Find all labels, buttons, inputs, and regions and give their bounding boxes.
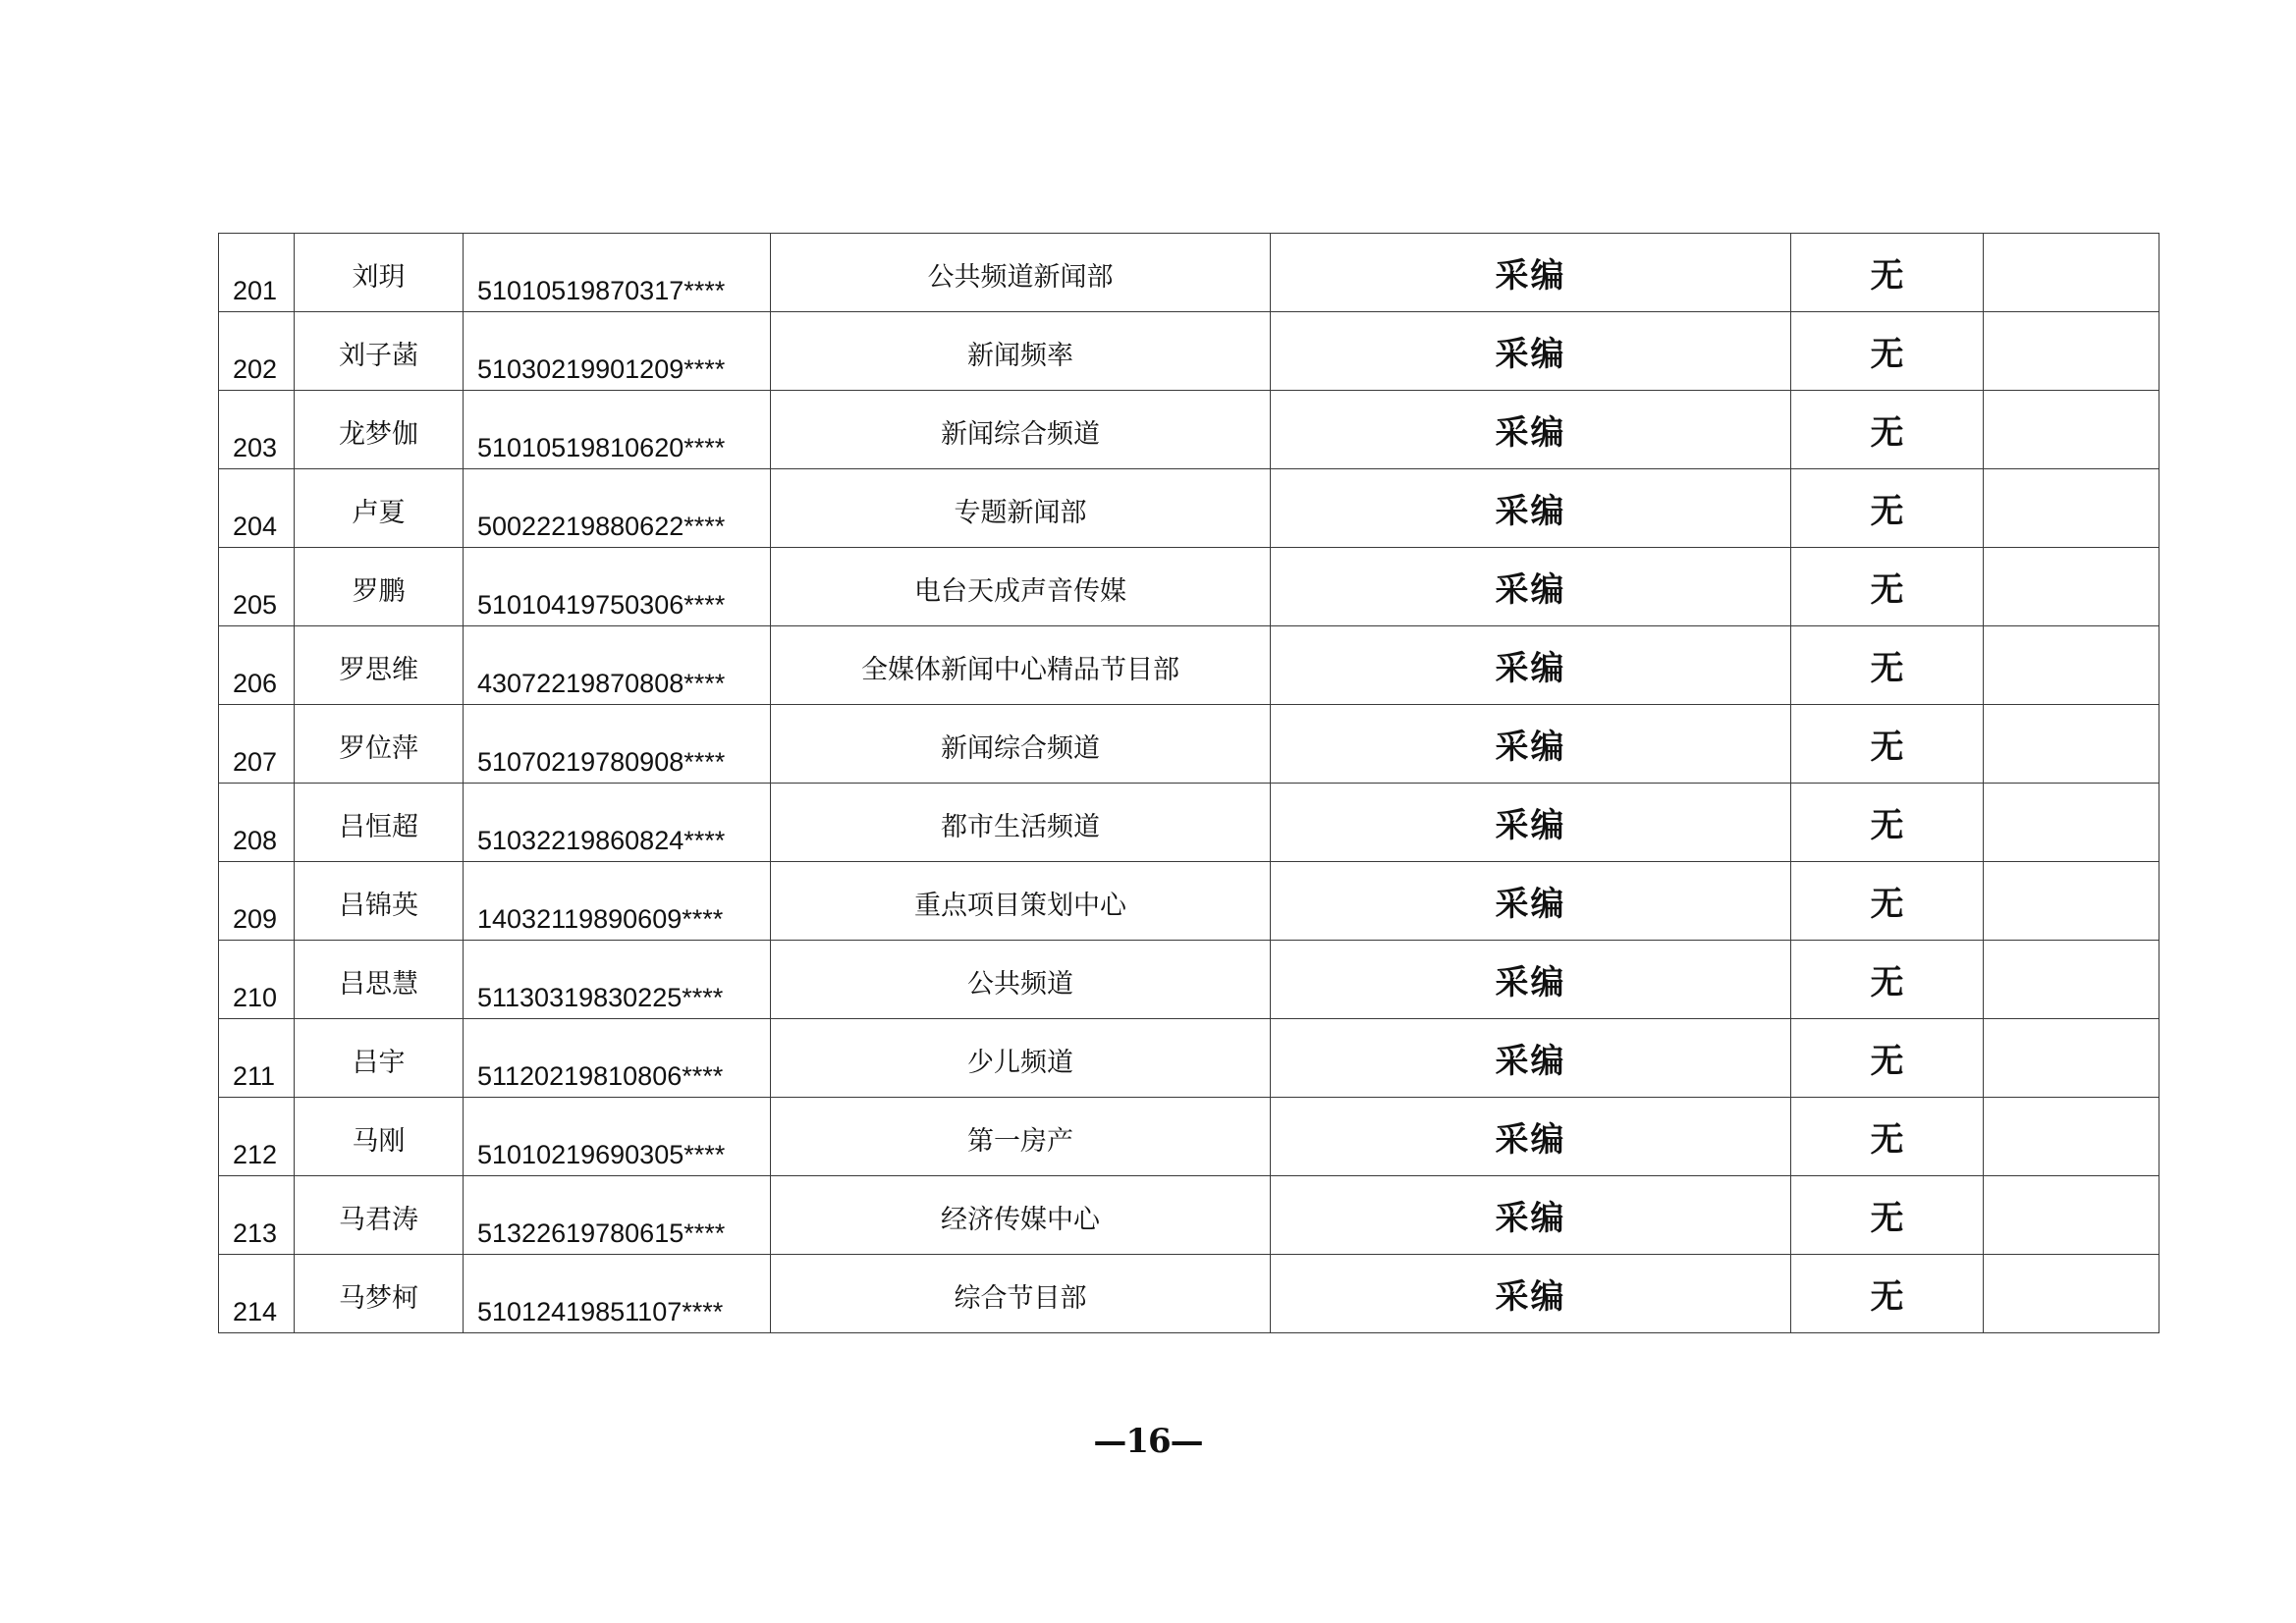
- id-number-cell: 51010419750306****: [464, 548, 771, 626]
- table-row: [219, 784, 2159, 862]
- id-number-cell: 51130319830225****: [464, 941, 771, 1019]
- page-number: —16—: [1093, 1422, 1203, 1461]
- note-cell: [1984, 234, 2159, 312]
- table-row: [219, 941, 2159, 1019]
- department-cell: 新闻频率: [771, 312, 1271, 391]
- note-cell: [1984, 312, 2159, 391]
- id-number-cell: 51010219690305****: [464, 1098, 771, 1176]
- position-type-cell: 采编: [1271, 1019, 1791, 1098]
- table-row: [219, 234, 2159, 312]
- row-number-cell: 201: [219, 234, 295, 312]
- department-cell: 都市生活频道: [771, 784, 1271, 862]
- person-name-cell: 马君涛: [295, 1176, 464, 1255]
- person-name-cell: 罗思维: [295, 626, 464, 705]
- row-number-cell: 207: [219, 705, 295, 784]
- note-cell: [1984, 1019, 2159, 1098]
- note-cell: [1984, 705, 2159, 784]
- person-name-cell: 刘玥: [295, 234, 464, 312]
- note-cell: [1984, 784, 2159, 862]
- id-number-cell: 51322619780615****: [464, 1176, 771, 1255]
- id-number-cell: 51012419851107****: [464, 1255, 771, 1333]
- person-name-cell: 罗鹏: [295, 548, 464, 626]
- position-type-cell: 采编: [1271, 862, 1791, 941]
- position-type-cell: 采编: [1271, 705, 1791, 784]
- person-name-cell: 吕宇: [295, 1019, 464, 1098]
- row-number-cell: 214: [219, 1255, 295, 1333]
- status-value-cell: 无: [1791, 1176, 1984, 1255]
- row-number-cell: 212: [219, 1098, 295, 1176]
- table-row: [219, 862, 2159, 941]
- person-name-cell: 罗位萍: [295, 705, 464, 784]
- id-number-cell: 51120219810806****: [464, 1019, 771, 1098]
- position-type-cell: 采编: [1271, 941, 1791, 1019]
- table-row: [219, 312, 2159, 391]
- department-cell: 公共频道新闻部: [771, 234, 1271, 312]
- row-number-cell: 210: [219, 941, 295, 1019]
- note-cell: [1984, 626, 2159, 705]
- id-number-cell: 51030219901209****: [464, 312, 771, 391]
- person-name-cell: 吕恒超: [295, 784, 464, 862]
- status-value-cell: 无: [1791, 469, 1984, 548]
- department-cell: 综合节目部: [771, 1255, 1271, 1333]
- id-number-cell: 51032219860824****: [464, 784, 771, 862]
- department-cell: 新闻综合频道: [771, 705, 1271, 784]
- table-row: [219, 705, 2159, 784]
- person-name-cell: 卢夏: [295, 469, 464, 548]
- status-value-cell: 无: [1791, 391, 1984, 469]
- position-type-cell: 采编: [1271, 469, 1791, 548]
- id-number-cell: 43072219870808****: [464, 626, 771, 705]
- note-cell: [1984, 1176, 2159, 1255]
- status-value-cell: 无: [1791, 312, 1984, 391]
- position-type-cell: 采编: [1271, 1255, 1791, 1333]
- status-value-cell: 无: [1791, 234, 1984, 312]
- position-type-cell: 采编: [1271, 784, 1791, 862]
- note-cell: [1984, 391, 2159, 469]
- status-value-cell: 无: [1791, 862, 1984, 941]
- table-row: [219, 548, 2159, 626]
- row-number-cell: 202: [219, 312, 295, 391]
- table-row: [219, 1176, 2159, 1255]
- department-cell: 全媒体新闻中心精品节目部: [771, 626, 1271, 705]
- row-number-cell: 206: [219, 626, 295, 705]
- department-cell: 新闻综合频道: [771, 391, 1271, 469]
- position-type-cell: 采编: [1271, 312, 1791, 391]
- person-name-cell: 马梦柯: [295, 1255, 464, 1333]
- status-value-cell: 无: [1791, 1019, 1984, 1098]
- table-row: [219, 1019, 2159, 1098]
- department-cell: 第一房产: [771, 1098, 1271, 1176]
- row-number-cell: 205: [219, 548, 295, 626]
- department-cell: 电台天成声音传媒: [771, 548, 1271, 626]
- person-name-cell: 马刚: [295, 1098, 464, 1176]
- department-cell: 专题新闻部: [771, 469, 1271, 548]
- person-name-cell: 吕思慧: [295, 941, 464, 1019]
- department-cell: 公共频道: [771, 941, 1271, 1019]
- person-name-cell: 吕锦英: [295, 862, 464, 941]
- person-name-cell: 刘子菡: [295, 312, 464, 391]
- row-number-cell: 203: [219, 391, 295, 469]
- status-value-cell: 无: [1791, 1098, 1984, 1176]
- position-type-cell: 采编: [1271, 1176, 1791, 1255]
- note-cell: [1984, 469, 2159, 548]
- records-table: [218, 233, 2159, 1333]
- table-row: [219, 1098, 2159, 1176]
- department-cell: 经济传媒中心: [771, 1176, 1271, 1255]
- status-value-cell: 无: [1791, 784, 1984, 862]
- status-value-cell: 无: [1791, 626, 1984, 705]
- table-row: [219, 469, 2159, 548]
- id-number-cell: 51070219780908****: [464, 705, 771, 784]
- department-cell: 少儿频道: [771, 1019, 1271, 1098]
- note-cell: [1984, 941, 2159, 1019]
- note-cell: [1984, 548, 2159, 626]
- person-name-cell: 龙梦伽: [295, 391, 464, 469]
- position-type-cell: 采编: [1271, 234, 1791, 312]
- note-cell: [1984, 862, 2159, 941]
- id-number-cell: 50022219880622****: [464, 469, 771, 548]
- row-number-cell: 213: [219, 1176, 295, 1255]
- note-cell: [1984, 1098, 2159, 1176]
- id-number-cell: 51010519870317****: [464, 234, 771, 312]
- status-value-cell: 无: [1791, 1255, 1984, 1333]
- note-cell: [1984, 1255, 2159, 1333]
- status-value-cell: 无: [1791, 941, 1984, 1019]
- department-cell: 重点项目策划中心: [771, 862, 1271, 941]
- row-number-cell: 209: [219, 862, 295, 941]
- position-type-cell: 采编: [1271, 548, 1791, 626]
- table-row: [219, 626, 2159, 705]
- position-type-cell: 采编: [1271, 1098, 1791, 1176]
- id-number-cell: 51010519810620****: [464, 391, 771, 469]
- row-number-cell: 204: [219, 469, 295, 548]
- position-type-cell: 采编: [1271, 391, 1791, 469]
- status-value-cell: 无: [1791, 548, 1984, 626]
- records-table-body: [219, 234, 2159, 1333]
- row-number-cell: 208: [219, 784, 295, 862]
- position-type-cell: 采编: [1271, 626, 1791, 705]
- table-row: [219, 1255, 2159, 1333]
- table-row: [219, 391, 2159, 469]
- id-number-cell: 14032119890609****: [464, 862, 771, 941]
- row-number-cell: 211: [219, 1019, 295, 1098]
- status-value-cell: 无: [1791, 705, 1984, 784]
